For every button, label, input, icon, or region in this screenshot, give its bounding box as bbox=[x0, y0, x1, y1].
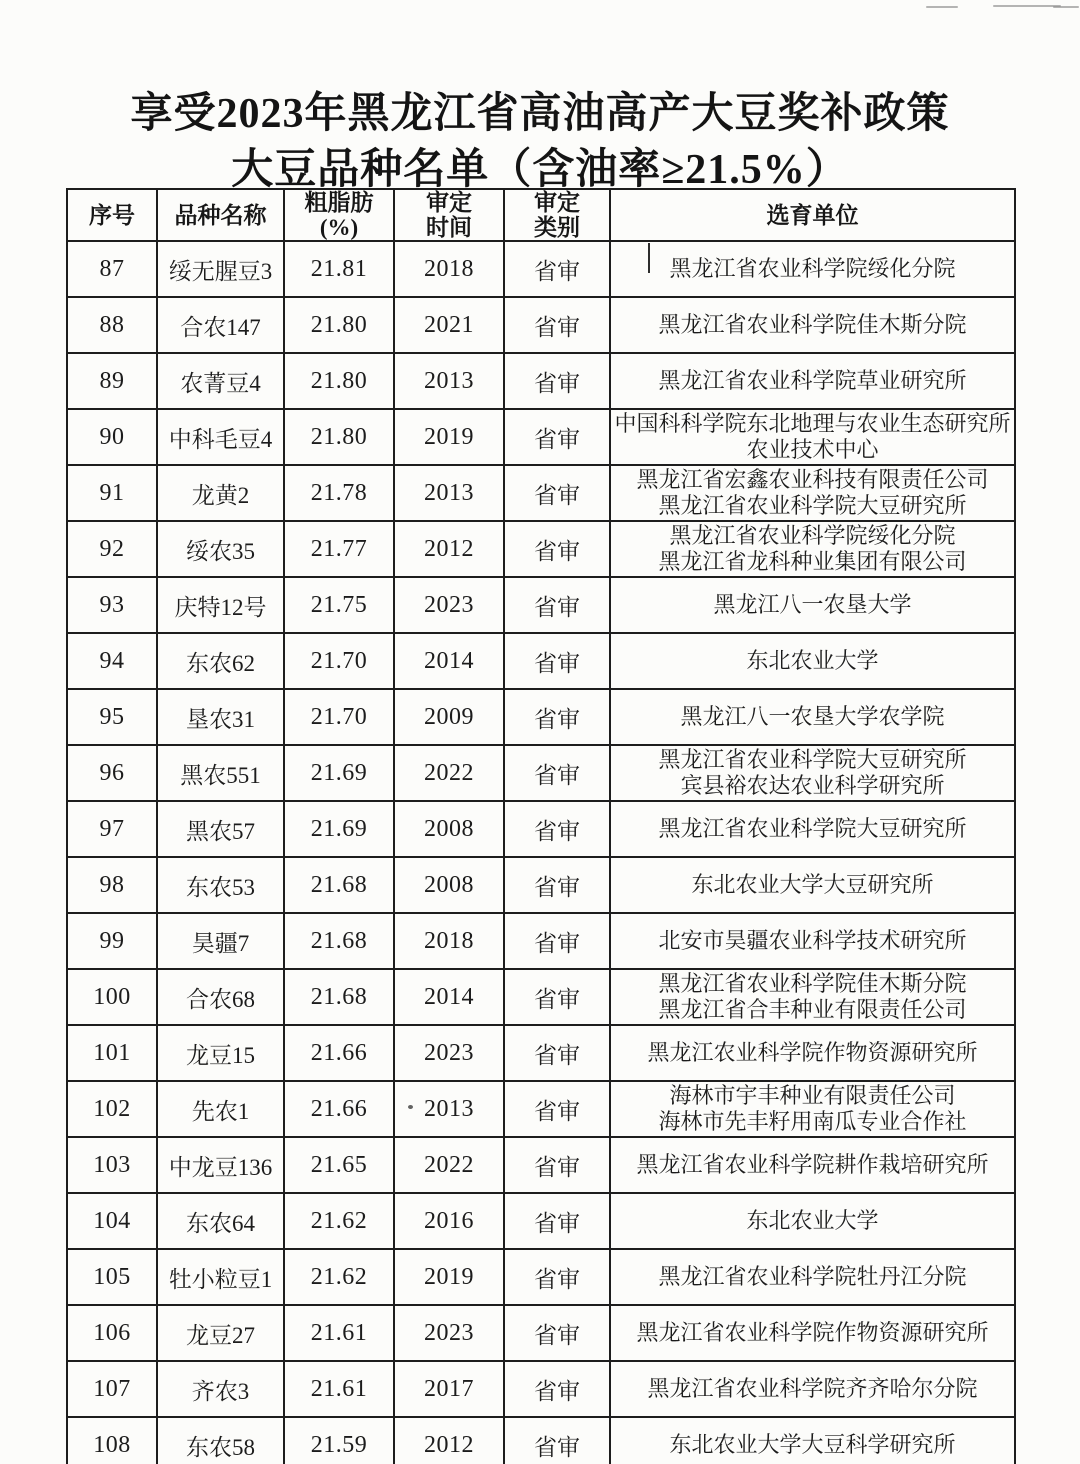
cell-approval-year: 2023 bbox=[394, 1025, 504, 1081]
cell-approval-category: 省审 bbox=[504, 465, 610, 521]
unit-line: 海林市宇丰种业有限责任公司 bbox=[669, 1083, 956, 1108]
col-header-fat-line1: 粗脂肪 bbox=[304, 190, 374, 215]
soybean-variety-table bbox=[66, 188, 1016, 1464]
cell-crude-fat: 21.80 bbox=[284, 353, 394, 409]
cell-serial-number: 107 bbox=[67, 1361, 157, 1417]
table-row bbox=[67, 857, 1015, 913]
cell-breeding-unit bbox=[610, 1137, 1015, 1193]
col-header-no: 序号 bbox=[67, 189, 157, 241]
cell-approval-year: 2017 bbox=[394, 1361, 504, 1417]
cell-approval-year: 2012 bbox=[394, 521, 504, 577]
cell-serial-number: 100 bbox=[67, 969, 157, 1025]
table-row bbox=[67, 913, 1015, 969]
col-header-approval-category-line2: 类别 bbox=[534, 215, 580, 240]
cell-breeding-unit bbox=[610, 521, 1015, 577]
table-row bbox=[67, 1249, 1015, 1305]
scan-vertical-line-artifact bbox=[648, 243, 650, 273]
table-row bbox=[67, 1361, 1015, 1417]
cell-breeding-unit bbox=[610, 1081, 1015, 1137]
cell-serial-number: 91 bbox=[67, 465, 157, 521]
cell-approval-category: 省审 bbox=[504, 353, 610, 409]
cell-approval-category: 省审 bbox=[504, 689, 610, 745]
unit-line: 海林市先丰籽用南瓜专业合作社 bbox=[658, 1109, 967, 1134]
col-header-variety: 品种名称 bbox=[157, 189, 284, 241]
col-header-approval-category-line1: 审定 bbox=[534, 190, 580, 215]
cell-breeding-unit bbox=[610, 857, 1015, 913]
table-row bbox=[67, 1193, 1015, 1249]
cell-breeding-unit bbox=[610, 689, 1015, 745]
unit-line: 黑龙江省农业科学院耕作栽培研究所 bbox=[636, 1152, 989, 1177]
cell-approval-year: 2023 bbox=[394, 1305, 504, 1361]
table-body bbox=[67, 241, 1015, 1464]
cell-serial-number: 89 bbox=[67, 353, 157, 409]
unit-line: 黑龙江省农业科学院佳木斯分院 bbox=[658, 312, 967, 337]
cell-breeding-unit bbox=[610, 409, 1015, 465]
scan-smudge-mark bbox=[993, 5, 1061, 7]
cell-serial-number: 98 bbox=[67, 857, 157, 913]
cell-breeding-unit bbox=[610, 1417, 1015, 1464]
table-row bbox=[67, 409, 1015, 465]
cell-breeding-unit bbox=[610, 241, 1015, 297]
unit-line: 黑龙江省农业科学院绥化分院 bbox=[669, 256, 956, 281]
cell-approval-category: 省审 bbox=[504, 857, 610, 913]
table-row bbox=[67, 689, 1015, 745]
cell-approval-category: 省审 bbox=[504, 577, 610, 633]
cell-approval-category: 省审 bbox=[504, 913, 610, 969]
cell-approval-category: 省审 bbox=[504, 241, 610, 297]
unit-line: 东北农业大学大豆科学研究所 bbox=[669, 1432, 956, 1457]
cell-approval-category: 省审 bbox=[504, 521, 610, 577]
cell-crude-fat: 21.66 bbox=[284, 1081, 394, 1137]
unit-line: 黑龙江省农业科学院草业研究所 bbox=[658, 368, 967, 393]
cell-breeding-unit bbox=[610, 1305, 1015, 1361]
cell-variety-name: 东农58 bbox=[157, 1417, 284, 1464]
cell-serial-number: 94 bbox=[67, 633, 157, 689]
cell-breeding-unit bbox=[610, 1249, 1015, 1305]
cell-crude-fat: 21.61 bbox=[284, 1361, 394, 1417]
table-row bbox=[67, 297, 1015, 353]
cell-approval-category: 省审 bbox=[504, 633, 610, 689]
cell-crude-fat: 21.61 bbox=[284, 1305, 394, 1361]
cell-breeding-unit bbox=[610, 1361, 1015, 1417]
cell-breeding-unit bbox=[610, 745, 1015, 801]
cell-approval-year: 2021 bbox=[394, 297, 504, 353]
cell-crude-fat: 21.68 bbox=[284, 969, 394, 1025]
cell-approval-year: 2018 bbox=[394, 241, 504, 297]
cell-approval-year: 2009 bbox=[394, 689, 504, 745]
cell-variety-name: 合农68 bbox=[157, 969, 284, 1025]
cell-serial-number: 90 bbox=[67, 409, 157, 465]
unit-line: 黑龙江省农业科学院大豆研究所 bbox=[658, 816, 967, 841]
cell-variety-name: 龙豆27 bbox=[157, 1305, 284, 1361]
cell-approval-year: 2018 bbox=[394, 913, 504, 969]
cell-approval-category: 省审 bbox=[504, 409, 610, 465]
cell-crude-fat: 21.69 bbox=[284, 745, 394, 801]
table-row bbox=[67, 801, 1015, 857]
cell-variety-name: 龙黄2 bbox=[157, 465, 284, 521]
cell-crude-fat: 21.68 bbox=[284, 913, 394, 969]
cell-approval-year: 2014 bbox=[394, 969, 504, 1025]
cell-approval-category: 省审 bbox=[504, 1305, 610, 1361]
unit-line: 黑龙江省农业科学院作物资源研究所 bbox=[636, 1320, 989, 1345]
cell-approval-category: 省审 bbox=[504, 801, 610, 857]
cell-variety-name: 庆特12号 bbox=[157, 577, 284, 633]
cell-crude-fat: 21.80 bbox=[284, 297, 394, 353]
table-row bbox=[67, 353, 1015, 409]
cell-serial-number: 108 bbox=[67, 1417, 157, 1464]
col-header-approval-time-line2: 时间 bbox=[426, 215, 472, 240]
cell-crude-fat: 21.62 bbox=[284, 1249, 394, 1305]
cell-variety-name: 齐农3 bbox=[157, 1361, 284, 1417]
cell-crude-fat: 21.77 bbox=[284, 521, 394, 577]
table-row bbox=[67, 1025, 1015, 1081]
cell-breeding-unit bbox=[610, 1193, 1015, 1249]
cell-breeding-unit bbox=[610, 801, 1015, 857]
cell-approval-year: 2008 bbox=[394, 857, 504, 913]
table-row bbox=[67, 1137, 1015, 1193]
col-header-approval-category bbox=[504, 189, 610, 241]
cell-breeding-unit bbox=[610, 353, 1015, 409]
table-row bbox=[67, 1081, 1015, 1137]
cell-approval-category: 省审 bbox=[504, 1193, 610, 1249]
cell-crude-fat: 21.59 bbox=[284, 1417, 394, 1464]
document-title-line1: 享受2023年黑龙江省高油高产大豆奖补政策 bbox=[130, 91, 950, 137]
cell-approval-year: 2013 bbox=[394, 353, 504, 409]
cell-variety-name: 绥无腥豆3 bbox=[157, 241, 284, 297]
cell-approval-category: 省审 bbox=[504, 297, 610, 353]
cell-serial-number: 92 bbox=[67, 521, 157, 577]
cell-variety-name: 合农147 bbox=[157, 297, 284, 353]
cell-serial-number: 88 bbox=[67, 297, 157, 353]
cell-serial-number: 105 bbox=[67, 1249, 157, 1305]
cell-approval-year: 2022 bbox=[394, 745, 504, 801]
cell-variety-name: 先农1 bbox=[157, 1081, 284, 1137]
cell-approval-category: 省审 bbox=[504, 1361, 610, 1417]
cell-approval-year: 2019 bbox=[394, 1249, 504, 1305]
cell-variety-name: 中科毛豆4 bbox=[157, 409, 284, 465]
cell-variety-name: 农菁豆4 bbox=[157, 353, 284, 409]
cell-breeding-unit bbox=[610, 297, 1015, 353]
unit-line: 黑龙江省农业科学院绥化分院 bbox=[669, 523, 956, 548]
unit-line: 黑龙江省宏鑫农业科技有限责任公司 bbox=[636, 467, 989, 492]
cell-crude-fat: 21.70 bbox=[284, 689, 394, 745]
cell-variety-name: 昊疆7 bbox=[157, 913, 284, 969]
unit-line: 黑龙江省农业科学院牡丹江分院 bbox=[658, 1264, 967, 1289]
cell-approval-category: 省审 bbox=[504, 969, 610, 1025]
table-row bbox=[67, 241, 1015, 297]
cell-crude-fat: 21.66 bbox=[284, 1025, 394, 1081]
cell-crude-fat: 21.75 bbox=[284, 577, 394, 633]
col-header-approval-time bbox=[394, 189, 504, 241]
cell-approval-category: 省审 bbox=[504, 1417, 610, 1464]
cell-serial-number: 95 bbox=[67, 689, 157, 745]
cell-breeding-unit bbox=[610, 1025, 1015, 1081]
unit-line: 黑龙江八一农垦大学 bbox=[713, 592, 912, 617]
unit-line: 宾县裕农达农业科学研究所 bbox=[680, 773, 945, 798]
cell-approval-year: 2008 bbox=[394, 801, 504, 857]
cell-approval-category: 省审 bbox=[504, 745, 610, 801]
cell-serial-number: 99 bbox=[67, 913, 157, 969]
unit-line: 黑龙江省农业科学院齐齐哈尔分院 bbox=[647, 1376, 978, 1401]
cell-breeding-unit bbox=[610, 969, 1015, 1025]
unit-line: 黑龙江农业科学院作物资源研究所 bbox=[647, 1040, 978, 1065]
cell-approval-category: 省审 bbox=[504, 1137, 610, 1193]
cell-approval-year: 2016 bbox=[394, 1193, 504, 1249]
table-row bbox=[67, 521, 1015, 577]
col-header-approval-time-line1: 审定 bbox=[426, 190, 472, 215]
cell-breeding-unit bbox=[610, 913, 1015, 969]
scan-smudge-mark bbox=[1053, 6, 1079, 8]
cell-crude-fat: 21.81 bbox=[284, 241, 394, 297]
table-row bbox=[67, 745, 1015, 801]
unit-line: 中国科科学院东北地理与农业生态研究所 bbox=[614, 411, 1011, 436]
table-header-row bbox=[67, 189, 1015, 241]
cell-crude-fat: 21.80 bbox=[284, 409, 394, 465]
cell-breeding-unit bbox=[610, 577, 1015, 633]
col-header-fat-line2: (%) bbox=[319, 215, 359, 240]
cell-variety-name: 垦农31 bbox=[157, 689, 284, 745]
table-row bbox=[67, 633, 1015, 689]
cell-crude-fat: 21.65 bbox=[284, 1137, 394, 1193]
cell-approval-year: 2022 bbox=[394, 1137, 504, 1193]
unit-line: 黑龙江省农业科学院大豆研究所 bbox=[658, 747, 967, 772]
scan-dot-artifact bbox=[408, 1105, 413, 1109]
cell-approval-year: 2013 bbox=[394, 1081, 504, 1137]
cell-approval-year: 2013 bbox=[394, 465, 504, 521]
cell-approval-category: 省审 bbox=[504, 1249, 610, 1305]
cell-approval-year: 2012 bbox=[394, 1417, 504, 1464]
unit-line: 黑龙江省农业科学院佳木斯分院 bbox=[658, 971, 967, 996]
cell-serial-number: 104 bbox=[67, 1193, 157, 1249]
cell-approval-year: 2014 bbox=[394, 633, 504, 689]
table-row bbox=[67, 465, 1015, 521]
cell-approval-year: 2019 bbox=[394, 409, 504, 465]
cell-breeding-unit bbox=[610, 465, 1015, 521]
unit-line: 北安市昊疆农业科学技术研究所 bbox=[658, 928, 967, 953]
unit-line: 农业技术中心 bbox=[746, 437, 879, 462]
cell-serial-number: 103 bbox=[67, 1137, 157, 1193]
col-header-breeding-unit: 选育单位 bbox=[610, 189, 1015, 241]
unit-line: 东北农业大学大豆研究所 bbox=[691, 872, 934, 897]
scan-smudge-mark bbox=[926, 6, 958, 8]
cell-crude-fat: 21.68 bbox=[284, 857, 394, 913]
cell-serial-number: 93 bbox=[67, 577, 157, 633]
document-title-line2: 大豆品种名单（含油率≥21.5%） bbox=[231, 147, 849, 193]
unit-line: 黑龙江省合丰种业有限责任公司 bbox=[658, 997, 967, 1022]
cell-serial-number: 102 bbox=[67, 1081, 157, 1137]
cell-approval-category: 省审 bbox=[504, 1081, 610, 1137]
cell-crude-fat: 21.78 bbox=[284, 465, 394, 521]
cell-approval-year: 2023 bbox=[394, 577, 504, 633]
unit-line: 东北农业大学 bbox=[746, 648, 879, 673]
cell-variety-name: 龙豆15 bbox=[157, 1025, 284, 1081]
cell-serial-number: 106 bbox=[67, 1305, 157, 1361]
table-row bbox=[67, 1417, 1015, 1464]
cell-variety-name: 牡小粒豆1 bbox=[157, 1249, 284, 1305]
cell-serial-number: 101 bbox=[67, 1025, 157, 1081]
cell-serial-number: 87 bbox=[67, 241, 157, 297]
cell-variety-name: 中龙豆136 bbox=[157, 1137, 284, 1193]
cell-crude-fat: 21.69 bbox=[284, 801, 394, 857]
table-row bbox=[67, 1305, 1015, 1361]
cell-variety-name: 绥农35 bbox=[157, 521, 284, 577]
cell-crude-fat: 21.70 bbox=[284, 633, 394, 689]
cell-variety-name: 黑农57 bbox=[157, 801, 284, 857]
unit-line: 黑龙江八一农垦大学农学院 bbox=[680, 704, 945, 729]
cell-variety-name: 东农62 bbox=[157, 633, 284, 689]
cell-breeding-unit bbox=[610, 633, 1015, 689]
cell-variety-name: 黑农551 bbox=[157, 745, 284, 801]
unit-line: 黑龙江省龙科种业集团有限公司 bbox=[658, 549, 967, 574]
col-header-fat bbox=[284, 189, 394, 241]
cell-variety-name: 东农64 bbox=[157, 1193, 284, 1249]
cell-approval-category: 省审 bbox=[504, 1025, 610, 1081]
cell-crude-fat: 21.62 bbox=[284, 1193, 394, 1249]
cell-serial-number: 97 bbox=[67, 801, 157, 857]
unit-line: 黑龙江省农业科学院大豆研究所 bbox=[658, 493, 967, 518]
table-row bbox=[67, 969, 1015, 1025]
cell-variety-name: 东农53 bbox=[157, 857, 284, 913]
cell-serial-number: 96 bbox=[67, 745, 157, 801]
unit-line: 东北农业大学 bbox=[746, 1208, 879, 1233]
table-row bbox=[67, 577, 1015, 633]
